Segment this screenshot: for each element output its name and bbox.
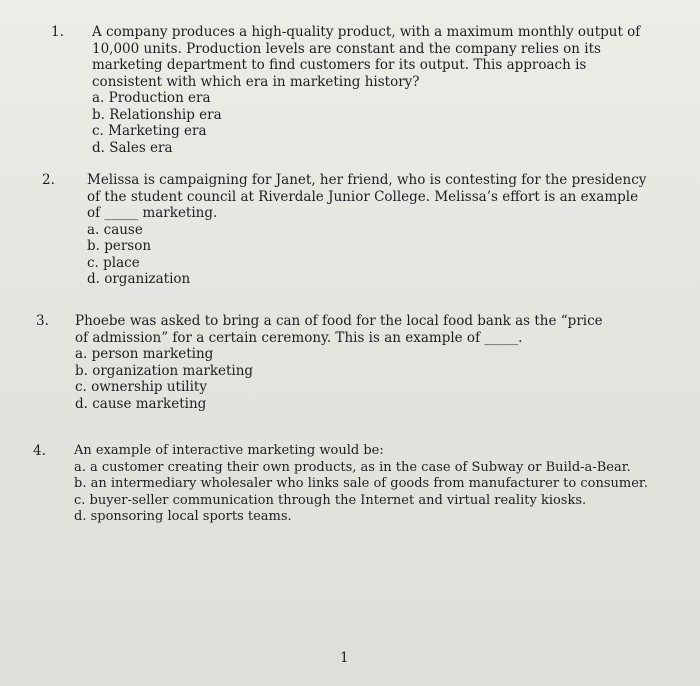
question-2-number: 2. [42, 172, 55, 188]
question-3-stem: Phoebe was asked to bring a can of food for the local food bank as the “price of admission” for a certain ceremony. This is an example of _____. [75, 313, 603, 346]
question-4-options [74, 460, 674, 526]
question-1-number: 1. [51, 24, 64, 40]
question-1-options [92, 90, 652, 156]
question-4-option-b: b. an intermediary wholesaler who links sale of goods from manufacturer to consumer. [74, 476, 648, 491]
question-4 [74, 443, 674, 526]
question-2-option-b: b. person [87, 238, 152, 254]
question-4-option-d: d. sponsoring local sports teams. [74, 509, 292, 524]
page-number: 1 [340, 650, 349, 666]
question-3-option-d: d. cause marketing [75, 395, 207, 412]
question-2-options [87, 222, 647, 288]
question-2 [87, 172, 647, 288]
question-1-option-d: d. Sales era [92, 139, 173, 156]
question-3-number: 3. [36, 313, 49, 329]
question-4-option-c: c. buyer-seller communication through the Internet and virtual reality kiosks. [74, 492, 587, 508]
question-2-stem: Melissa is campaigning for Janet, her friend, who is contesting for the presidency of the student council at Riverdale Junior College. Melissa’s effort is an example of _____ marketing. [87, 172, 647, 221]
question-4-option-a: a. a customer creating their own products, as in the case of Subway or Build-a-Bear. [74, 459, 631, 475]
question-1-option-c: c. Marketing era [92, 123, 207, 139]
question-2-option-d: d. organization [87, 271, 191, 287]
question-4-number: 4. [33, 443, 46, 459]
question-2-option-c: c. place [87, 254, 140, 271]
question-3-option-a: a. person marketing [75, 346, 214, 362]
question-1-option-a: a. Production era [92, 90, 211, 106]
question-2-option-a: a. cause [87, 221, 143, 238]
question-3-options [75, 346, 620, 412]
question-1-option-b: b. Relationship era [92, 106, 222, 123]
question-4-stem: An example of interactive marketing would be: [74, 443, 384, 458]
question-3 [75, 313, 620, 412]
question-3-option-c: c. ownership utility [75, 379, 207, 395]
question-3-option-b: b. organization marketing [75, 362, 254, 379]
question-1 [92, 24, 652, 156]
question-1-stem: A company produces a high-quality product, with a maximum monthly output of 10,000 units. Production levels are constant and the company relies on its marketing department to find customers for its output. This approach is consistent with which era in marketing history? [92, 24, 641, 90]
